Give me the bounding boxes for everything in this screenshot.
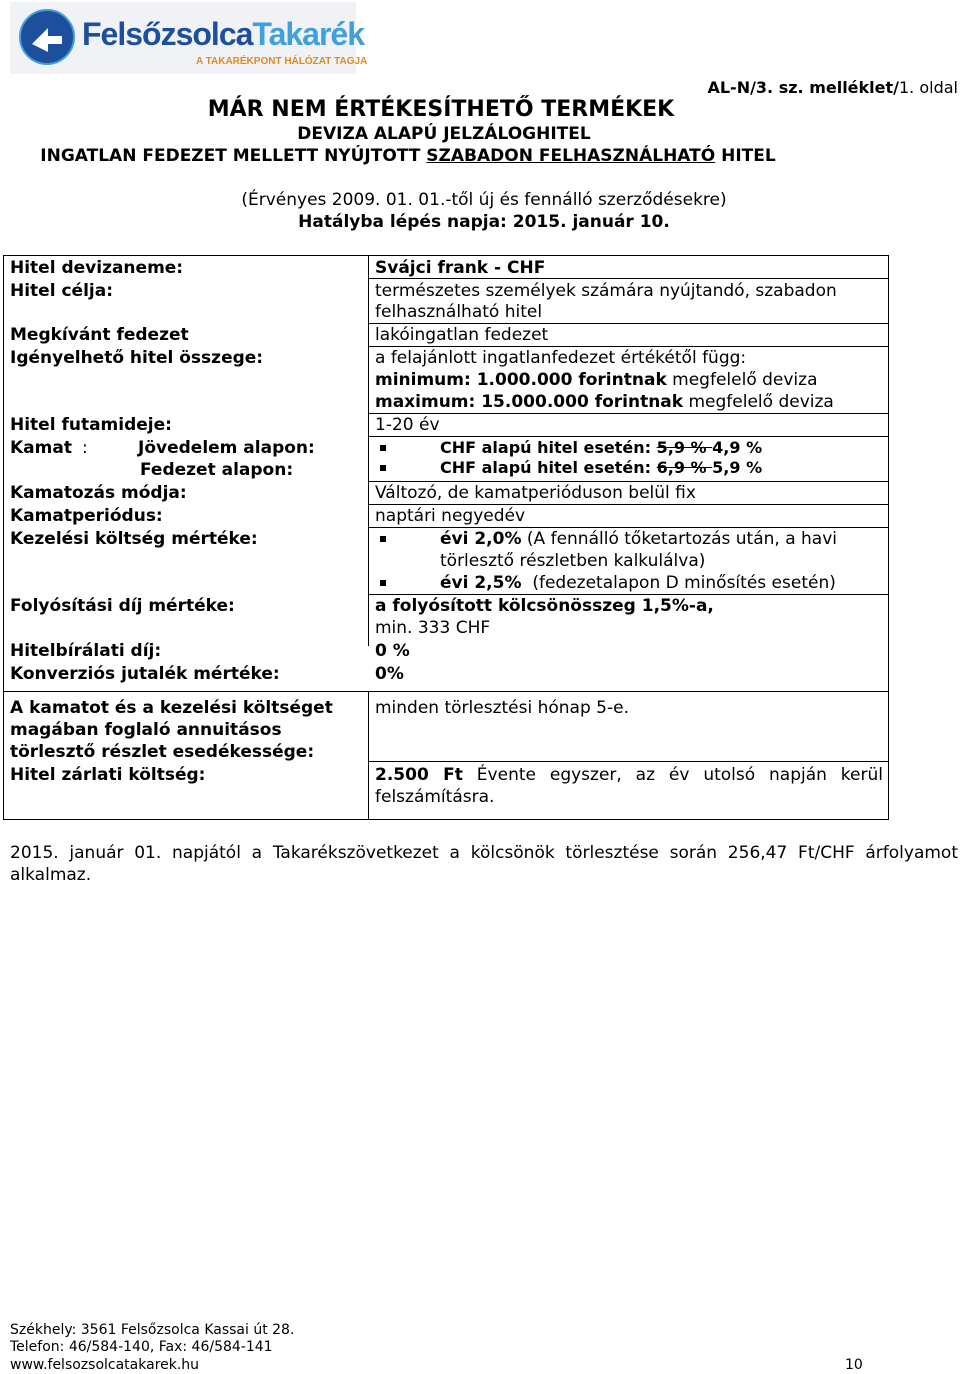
currency-label: Hitel devizaneme: <box>10 258 184 278</box>
collateral-label: Megkívánt fedezet <box>10 325 189 345</box>
annuity-label-line1: A kamatot és a kezelési költséget <box>10 698 333 718</box>
interest-income-rate: CHF alapú hitel esetén: 5,9 % 4,9 % <box>440 438 763 457</box>
handling-fee-label: Kezelési költség mértéke: <box>10 529 258 549</box>
annuity-label-line3: törlesztő részlet esedékessége: <box>10 742 315 762</box>
handling-fee-2: évi 2,5% (fedezetalapon D minősítés esetén) <box>440 573 836 593</box>
disbursement-fee-min: min. 333 CHF <box>375 618 491 638</box>
conversion-fee-label: Konverziós jutalék mértéke: <box>10 664 280 684</box>
annuity-label-line2: magában foglaló annuitásos <box>10 720 282 740</box>
term-label: Hitel futamideje: <box>10 415 172 435</box>
closing-fee-value: 2.500 Ft Évente egyszer, az év utolsó napján kerül <box>375 765 883 785</box>
page-number: 10 <box>845 1357 863 1373</box>
logo-tagline: A TAKARÉKPONT HÁLÓZAT TAGJA <box>196 56 368 67</box>
document-reference: AL-N/3. sz. melléklet/1. oldal <box>707 78 958 97</box>
term-value: 1-20 év <box>375 415 440 435</box>
period-label: Kamatperiódus: <box>10 506 163 526</box>
handling-fee-1-line2: törlesztő részletben kalkulálva) <box>440 551 706 571</box>
footer-website: www.felsozsolcatakarek.hu <box>10 1357 200 1373</box>
currency-value: Svájci frank - CHF <box>375 258 546 278</box>
logo-emblem-icon <box>18 8 76 66</box>
bullet-icon <box>380 445 386 451</box>
conversion-fee-value: 0% <box>375 664 404 684</box>
amount-label: Igényelhető hitel összege: <box>10 348 264 368</box>
interest-label: Kamat : <box>10 438 88 458</box>
footer-phone: Telefon: 46/584-140, Fax: 46/584-141 <box>10 1339 273 1355</box>
closing-fee-label: Hitel zárlati költség: <box>10 765 206 785</box>
interest-collateral-rate: CHF alapú hitel esetén: 6,9 % 5,9 % <box>440 458 763 477</box>
footer-address: Székhely: 3561 Felsőzsolca Kassai út 28. <box>10 1322 295 1338</box>
bullet-icon <box>380 580 386 586</box>
interest-income-label: Jövedelem alapon: <box>138 438 315 458</box>
amount-value-line1: a felajánlott ingatlanfedezet értékétől függ: <box>375 348 747 368</box>
logo-wordmark: FelsőzsolcaTakarék <box>82 16 365 52</box>
subtitle-loan-purpose: INGATLAN FEDEZET MELLETT NYÚJTOTT SZABADON FELHASZNÁLHATÓ HITEL <box>40 146 776 166</box>
validity-note: (Érvényes 2009. 01. 01.-től új és fennálló szerződésekre) <box>241 190 727 210</box>
interest-collateral-label: Fedezet alapon: <box>140 460 294 480</box>
purpose-value-line1: természetes személyek számára nyújtandó, szabadon <box>375 281 837 301</box>
disbursement-fee-value: a folyósított kölcsönösszeg 1,5%-a, <box>375 596 714 616</box>
collateral-value: lakóingatlan fedezet <box>375 325 549 345</box>
handling-fee-1: évi 2,0% (A fennálló tőketartozás után, a havi <box>440 529 837 549</box>
subtitle-loan-type: DEVIZA ALAPÚ JELZÁLOGHITEL <box>297 124 591 144</box>
assessment-fee-value: 0 % <box>375 641 410 661</box>
annuity-value: minden törlesztési hónap 5-e. <box>375 698 629 718</box>
disbursement-fee-label: Folyósítási díj mértéke: <box>10 596 235 616</box>
effective-date: Hatályba lépés napja: 2015. január 10. <box>298 212 670 232</box>
exchange-rate-note: 2015. január 01. napjától a Takarékszövetkezet a kölcsönök törlesztése során 256,47 Ft/CHF árfolyamot alkalmaz. <box>10 843 958 885</box>
purpose-value-line2: felhasználható hitel <box>375 302 543 322</box>
period-value: naptári negyedév <box>375 506 526 526</box>
amount-minimum: minimum: 1.000.000 forintnak megfelelő deviza <box>375 370 818 390</box>
company-logo <box>10 2 368 74</box>
purpose-label: Hitel célja: <box>10 281 113 301</box>
bullet-icon <box>380 465 386 471</box>
bullet-icon <box>380 536 386 542</box>
assessment-fee-label: Hitelbírálati díj: <box>10 641 162 661</box>
accrual-value: Változó, de kamatperióduson belül fix <box>375 483 696 503</box>
amount-maximum: maximum: 15.000.000 forintnak megfelelő deviza <box>375 392 834 412</box>
accrual-label: Kamatozás módja: <box>10 483 187 503</box>
closing-fee-value-line2: felszámításra. <box>375 787 495 807</box>
page-title: MÁR NEM ÉRTÉKESÍTHETŐ TERMÉKEK <box>207 97 675 122</box>
